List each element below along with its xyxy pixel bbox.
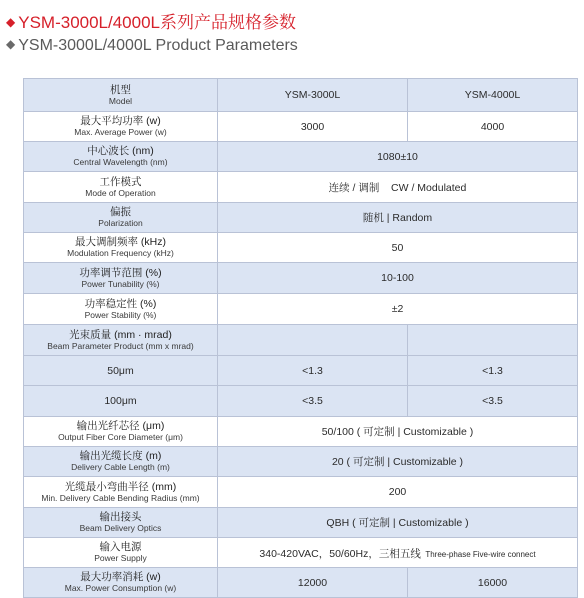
table-row [24,356,578,386]
value-cell: 10-100 [218,263,578,294]
param-label: 最大功率消耗 (w) Max. Power Consumption (w) [24,568,218,598]
value-cell: <1.3 [408,356,578,386]
value-cell: QBH ( 可定制 | Customizable ) [218,508,578,538]
table-row [24,172,578,203]
param-label: 功率稳定性 (%) Power Stability (%) [24,294,218,325]
value-cell: 3000 [218,112,408,142]
param-label: 工作模式 Mode of Operation [24,172,218,203]
param-label: 光缆最小弯曲半径 (mm) Min. Delivery Cable Bending Radius (mm) [24,477,218,508]
value-cell: 200 [218,477,578,508]
table-row [24,325,578,356]
param-label: 机型 Model [24,79,218,112]
value-cell [218,325,408,356]
table-row [24,417,578,447]
param-label: 输出接头 Beam Delivery Optics [24,508,218,538]
param-label: 50μm [24,356,218,386]
value-cell: 随机 | Random [218,203,578,233]
table-row [24,447,578,477]
param-label: 输入电源 Power Supply [24,538,218,568]
param-label: 最大调制频率 (kHz) Modulation Frequency (kHz) [24,233,218,263]
value-cell: 4000 [408,112,578,142]
spec-table [23,78,578,598]
table-row [24,477,578,508]
value-cell: 12000 [218,568,408,598]
table-row [24,112,578,142]
diamond-bullet-icon: ◆ [6,15,16,29]
value-cell: YSM-3000L [218,79,408,112]
table-row [24,263,578,294]
value-cell [408,325,578,356]
table-row [24,538,578,568]
table-row [24,233,578,263]
value-cell: 50 [218,233,578,263]
value-cell: YSM-4000L [408,79,578,112]
param-label: 中心波长 (nm) Central Wavelength (nm) [24,142,218,172]
table-row [24,79,578,112]
value-cell: 连续 / 调制 CW / Modulated [218,172,578,203]
page-title-en: ◆ YSM-3000L/4000L Product Parameters [6,37,298,54]
value-cell: <1.3 [218,356,408,386]
diamond-bullet-icon: ◆ [6,37,16,51]
table-row [24,386,578,417]
table-row [24,568,578,598]
table-row [24,142,578,172]
value-cell: ±2 [218,294,578,325]
value-cell: <3.5 [408,386,578,417]
param-label: 光束质量 (mm · mrad) Beam Parameter Product (mm x mrad) [24,325,218,356]
value-cell: <3.5 [218,386,408,417]
param-label: 输出光纤芯径 (μm) Output Fiber Core Diameter (μm) [24,417,218,447]
param-label: 输出光缆长度 (m) Delivery Cable Length (m) [24,447,218,477]
table-row [24,508,578,538]
param-label: 100μm [24,386,218,417]
value-cell: 50/100 ( 可定制 | Customizable ) [218,417,578,447]
param-label: 最大平均功率 (w) Max. Average Power (w) [24,112,218,142]
param-label: 偏振 Polarization [24,203,218,233]
value-cell: 16000 [408,568,578,598]
page-title-zh: ◆ YSM-3000L/4000L系列产品规格参数 [6,13,297,32]
table-row [24,203,578,233]
param-label: 功率调节范围 (%) Power Tunability (%) [24,263,218,294]
value-cell: 340-420VAC，50/60Hz，三相五线 Three-phase Five-wire connect [218,538,578,568]
table-row [24,294,578,325]
value-cell: 1080±10 [218,142,578,172]
value-cell: 20 ( 可定制 | Customizable ) [218,447,578,477]
